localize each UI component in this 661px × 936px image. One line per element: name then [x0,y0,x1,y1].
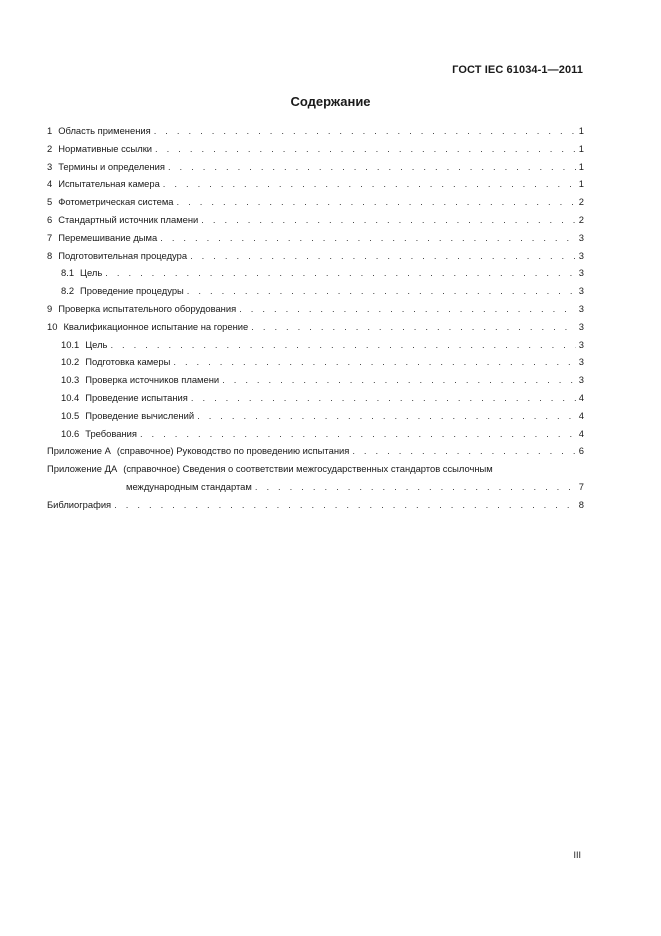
toc-entry-number: 9 [47,302,53,314]
toc-entry [47,140,584,158]
dot-leader [191,389,576,407]
dot-leader [177,193,576,211]
toc-entry-label: Термины и определения [58,160,165,172]
dot-leader [251,318,576,336]
dot-leader [190,247,576,265]
toc-entry-number: 10.2 [61,356,80,368]
dot-leader [154,122,576,140]
dot-leader [197,407,576,425]
toc-entry-page: 1 [578,178,584,190]
toc-entry-label: Проведение вычислений [85,409,195,421]
dot-leader [201,211,576,229]
toc-entry-number: 6 [47,213,53,225]
toc-entry [47,175,584,193]
toc-entry [47,496,584,514]
toc-subentry [47,371,584,389]
toc-entry [47,247,584,265]
dot-leader [163,175,576,193]
toc-entry-page: 1 [578,125,584,136]
toc-entry-page: 7 [578,480,584,492]
toc-subentry [47,282,584,300]
dot-leader [160,229,576,247]
toc-entry-page: 3 [578,302,584,314]
dot-leader [114,496,576,514]
toc-appendix-continuation [47,478,584,496]
toc-entry-page: 8 [578,498,584,510]
toc-entry-label: Цель [85,338,108,350]
toc-entry [47,211,584,229]
toc-entry-number: 2 [47,142,53,154]
dot-leader [352,442,575,460]
toc-entry [47,229,584,247]
toc-entry-number: 8.1 [61,267,75,279]
toc-entry-page: 3 [578,285,584,297]
toc-entry-number: 5 [47,196,53,208]
toc-entry-label: Проведение испытания [85,391,188,403]
dot-leader [255,478,576,496]
toc-entry-page: 3 [578,267,584,279]
toc-subentry [47,425,584,443]
toc-entry-page: 4 [578,427,584,439]
toc-entry-label: Подготовительная процедура [58,249,188,261]
toc-entry-page: 3 [578,320,584,332]
toc-entry [47,300,584,318]
toc-entry-page: 3 [578,249,584,261]
toc-entry [47,122,584,140]
dot-leader [168,158,576,176]
toc-entry-label: (справочное) Сведения о соответствии межгосударственных стандартов ссылочным [123,463,493,475]
toc-subentry [47,264,584,282]
toc-entry-label: Проверка источников пламени [85,374,220,386]
toc-appendix-entry [47,442,584,460]
toc-entry-number: Приложение А [47,445,111,457]
toc-entry-page: 6 [578,445,584,457]
toc-entry-number: 10.4 [61,391,80,403]
toc-entry-label: Перемешивание дыма [58,231,158,243]
toc-entry-label: Квалификационное испытание на горение [63,320,249,332]
toc-entry-page: 1 [578,142,584,154]
toc-entry-page: 4 [578,391,584,403]
dot-leader [155,140,576,158]
toc-entry-label: Требования [85,427,137,439]
dot-leader [239,300,576,318]
toc-entry-number: 8 [47,249,53,261]
toc-entry-label-continuation: международным стандартам [126,480,252,492]
dot-leader [187,282,576,300]
toc-entry-label: (справочное) Руководство по проведению испытания [116,445,350,457]
toc-entry-number: 10.1 [61,338,80,350]
toc-entry-number: 8.2 [61,285,75,297]
toc-entry-page: 1 [578,160,584,172]
toc-entry-number: 10 [47,320,58,332]
toc-entry-page: 3 [578,338,584,350]
toc-entry-label: Проверка испытательного оборудования [58,302,237,314]
toc-entry-label: Стандартный источник пламени [58,213,199,225]
toc-entry-page: 2 [578,213,584,225]
toc-entry [47,318,584,336]
toc-entry-page: 3 [578,356,584,368]
toc-subentry [47,407,584,425]
toc-entry-label: Цель [80,267,103,279]
toc-subentry [47,336,584,354]
dot-leader [105,264,576,282]
dot-leader [173,353,575,371]
toc-entry [47,193,584,211]
toc-entry-label: Проведение процедуры [80,285,184,297]
toc-entry-label: Испытательная камера [58,178,160,190]
toc-entry-label: Фотометрическая система [58,196,174,208]
toc-appendix-entry [47,460,584,478]
toc-subentry [47,353,584,371]
dot-leader [140,425,576,443]
document-id: ГОСТ IEC 61034-1—2011 [452,64,583,76]
toc-entry-number: 3 [47,160,53,172]
toc-entry-number: 10.3 [61,374,80,386]
toc-entry-number: 1 [47,125,53,136]
toc-entry-number: 7 [47,231,53,243]
toc-entry-label: Нормативные ссылки [58,142,153,154]
toc-entry-page: 3 [578,374,584,386]
page-number: III [573,850,581,860]
toc-entry-page: 4 [578,409,584,421]
toc-subentry [47,389,584,407]
toc-entry-number: Приложение ДА [47,463,118,475]
toc-entry-number: 10.6 [61,427,80,439]
toc-entry-page: 3 [578,231,584,243]
toc-entry-label: Библиография [47,498,112,510]
table-of-contents [47,122,584,514]
toc-entry [47,158,584,176]
dot-leader [222,371,576,389]
toc-entry-number: 4 [47,178,53,190]
toc-entry-number: 10.5 [61,409,80,421]
toc-entry-page: 2 [578,196,584,208]
toc-entry-label: Подготовка камеры [85,356,171,368]
toc-entry-label: Область применения [58,125,151,136]
dot-leader [110,336,575,354]
page-title: Содержание [290,94,371,109]
